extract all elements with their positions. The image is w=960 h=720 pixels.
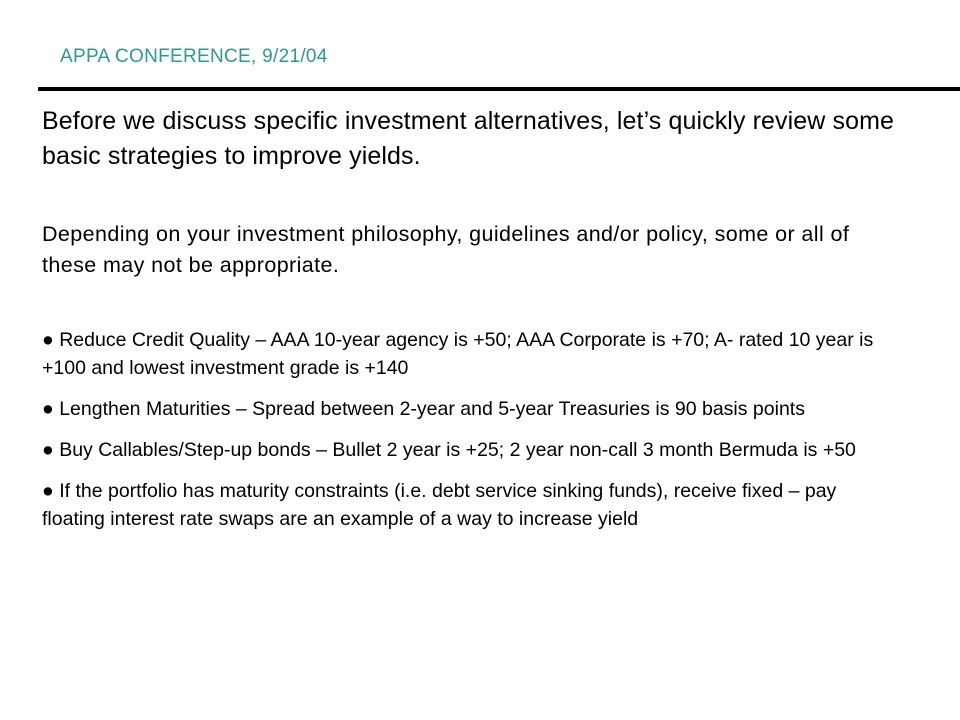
intro-paragraph: Before we discuss specific investment alternatives, let’s quickly review some basic strategies to improve yields. xyxy=(42,107,895,170)
strategy-item-callables: ● Buy Callables/Step-up bonds – Bullet 2 year is +25; 2 year non-call 3 month Bermuda is +50 xyxy=(42,439,856,461)
strategy-item-swaps: ● If the portfolio has maturity constraints (i.e. debt service sinking funds), receive fixed – pay floating interest rate swaps are an example of a way to increase yield xyxy=(42,480,837,530)
strategy-item-credit-quality: ● Reduce Credit Quality – AAA 10-year agency is +50; AAA Corporate is +70; A- rated 10 year is +100 and lowest investment grade is +140 xyxy=(42,329,874,379)
header-divider xyxy=(38,87,960,91)
caveat-paragraph: Depending on your investment philosophy, guidelines and/or policy, some or all of these may not be appropriate. xyxy=(42,222,850,277)
slide-body xyxy=(42,104,902,546)
conference-header: APPA CONFERENCE, 9/21/04 xyxy=(60,46,328,67)
strategy-list xyxy=(42,326,902,533)
strategy-item-maturities: ● Lengthen Maturities – Spread between 2-year and 5-year Treasuries is 90 basis points xyxy=(42,398,805,420)
